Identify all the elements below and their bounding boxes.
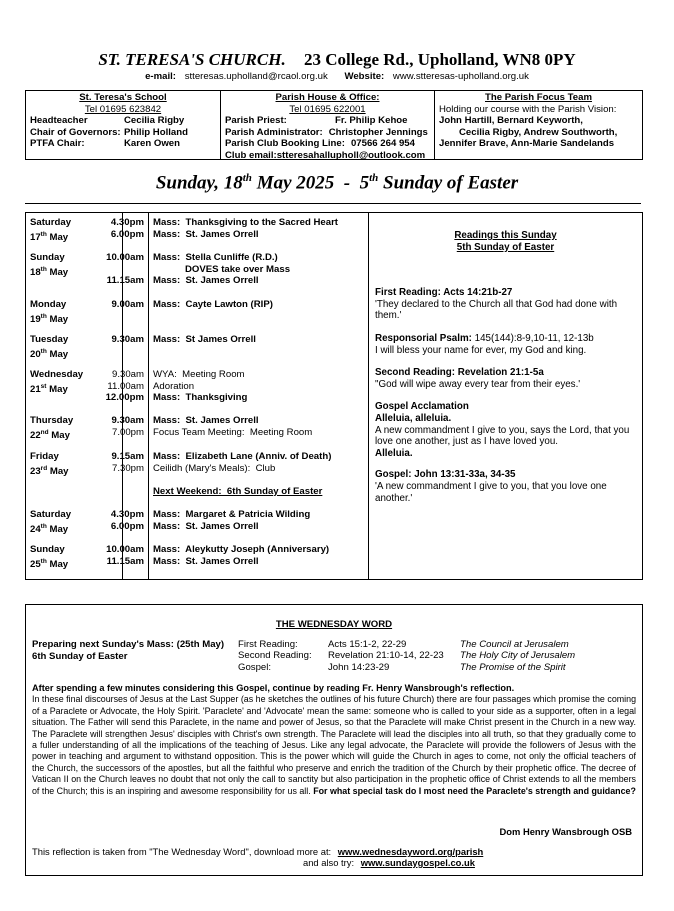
service-time: 9.30am [112,369,144,380]
service-description: Mass: Stella Cunliffe (R.D.) [153,252,278,263]
service-description: Mass: St. James Orrell [153,520,259,532]
reflection-question: For what special task do I most need the Paraclete's strength and guidance? [313,785,636,796]
service-description: Adoration [153,380,195,392]
row-key: Parish Administrator: [225,126,323,138]
service-time: 7.00pm [112,426,144,438]
row-value: Fr. Philip Kehoe [335,115,408,127]
preparing-line: 6th Sunday of Easter [32,650,128,662]
reflection [32,683,636,797]
service-description: Focus Team Meeting: Meeting Room [153,426,313,438]
row-key: Club email: [225,149,277,161]
parish-tel: Tel 01695 622001 [289,103,366,115]
ww-reading-refs [328,639,444,673]
second-reading-text: "God will wipe away every tear from their eyes.' [375,378,581,390]
service-time: 10.00am [106,544,144,555]
day-label: Saturday 17th May [30,217,72,243]
day-label: Saturday 24th May [30,509,72,535]
service-time: 11.15am [106,275,144,287]
reflection-intro: After spending a few minutes considering this Gospel, continue by reading Fr. Henry Wansbrough's reflection. [32,683,515,693]
row-value: Christopher Jennings [328,126,428,138]
service-description: Ceilidh (Mary's Meals): Club [153,462,276,474]
row-value[interactable]: stteresahallupholl@outlook.com [276,149,426,161]
focus-team-title: The Parish Focus Team [485,92,592,103]
service-description: Mass: Thanksgiving to the Sacred Heart [153,217,338,228]
day-label: Sunday 18th May [30,252,69,278]
service-description: Mass: Cayte Lawton (RIP) [153,299,273,310]
parish-column [220,91,434,159]
row-key: PTFA Chair: [30,138,85,150]
service-time: 12.00pm [105,392,144,404]
date-text: Sunday of Easter [378,172,519,194]
reflection-author: Dom Henry Wansbrough OSB [499,826,632,837]
day-label: Friday 23rd May [30,451,69,477]
email-address[interactable]: stteresas.upholland@rcaol.org.uk [184,71,328,82]
reading-theme: The Promise of the Spirit [460,661,566,673]
row-value: Karen Owen [124,138,180,150]
readings-heading: Readings this Sunday [454,230,557,241]
readings-panel [369,213,642,579]
readings-subheading: 5th Sunday of Easter [456,241,555,253]
service-description: Mass: St. James Orrell [153,228,259,240]
second-reading-title: Second Reading: Revelation 21:1-5a [375,367,544,379]
psalm-ref: 145(144):8-9,10-11, 12-13b [474,332,594,344]
reading-theme: The Council at Jerusalem [460,639,569,650]
reading-label: Gospel: [238,661,272,673]
psalm-title: Responsorial Psalm: [375,332,475,344]
source-text: This reflection is taken from "The Wednesday Word", download more at: [32,846,332,857]
service-description: Next Weekend: 6th Sunday of Easter [153,486,323,497]
sunday-gospel-link[interactable]: www.sundaygospel.co.uk [360,857,475,868]
email-label: e-mail: [145,71,177,82]
church-address: 23 College Rd., Upholland, WN8 0PY [303,50,576,69]
acclamation-text: A new commandment I give to you, says the Lord, that you love one another, just as I have loved you. [375,424,630,448]
service-description: Mass: St. James Orrell [153,415,259,426]
date-suffix: th [369,172,379,184]
date-suffix: th [242,172,252,184]
parish-row [225,138,430,150]
focus-team-names: John Hartill, Bernard Keyworth, [439,115,583,127]
row-value: Philip Holland [124,126,188,138]
gospel-acclamation-title: Gospel Acclamation [375,401,469,413]
school-title: St. Teresa's School [79,92,167,103]
alleluia: Alleluia, alleluia. [375,412,452,424]
ww-reading-themes [460,639,575,673]
service-description: Mass: St James Orrell [153,334,256,345]
school-tel: Tel 01695 623842 [84,103,162,115]
focus-team-names: Jennifer Brave, Ann-Marie Sandelands [439,138,615,150]
ww-reading-labels [238,639,312,673]
service-description: Mass: Margaret & Patricia Wilding [153,509,311,520]
parish-row [225,150,430,162]
schedule-table [25,212,643,580]
service-time: 11.00am [107,380,144,392]
school-row [30,127,216,139]
reading-ref: John 14:23-29 [328,661,390,673]
row-key: Parish Priest: [225,115,287,127]
reading-ref: Acts 15:1-2, 22-29 [328,639,407,650]
row-key: Headteacher [30,115,88,127]
wednesday-word-box [25,604,643,876]
focus-team-column [434,91,642,159]
focus-team-intro: Holding our course with the Parish Vision: [439,103,617,115]
wednesday-word-link[interactable]: www.wednesdayword.org/parish [337,846,484,857]
focus-team-names: Cecilia Rigby, Andrew Southworth, [459,126,618,138]
service-time: 9.30am [111,415,144,426]
first-reading-text: 'They declared to the Church all that God had done with them.' [375,298,618,322]
also-try-text: and also try: [303,857,355,868]
divider [25,203,641,204]
church-name: ST. TERESA'S CHURCH. [98,50,286,69]
service-description: WYA: Meeting Room [153,369,245,380]
row-value: Cecilia Rigby [124,115,185,127]
date-text: May 2025 - 5 [251,172,370,194]
school-row [30,115,216,127]
info-box [25,90,643,160]
school-column [26,91,220,159]
first-reading-title: First Reading: Acts 14:21b-27 [375,287,513,299]
reading-ref: Revelation 21:10-14, 22-23 [328,650,444,662]
day-label: Tuesday 20th May [30,334,69,360]
date-heading [0,172,674,194]
service-description: Mass: St. James Orrell [153,555,259,567]
website-url[interactable]: www.stteresas-upholland.org.uk [392,71,529,82]
day-label: Monday 19th May [30,299,69,325]
also-try-line [303,857,475,868]
service-time: 10.00am [106,252,144,263]
school-row [30,138,216,150]
day-label: Thursday 22nd May [30,415,74,441]
preparing-line: Preparing next Sunday's Mass: (25th May) [32,639,225,650]
service-description: Mass: Aleykutty Joseph (Anniversary) [153,544,330,555]
reflection-body: In these final discourses of Jesus at the Last Supper (as he sketches the outlines of his future Church) there are four passages which promise the coming of a Paraclete or Advocate, the Holy Spirit. 'Paraclete' and 'Advocate' mean the same: someone who is called to your side as a supporter, often in a legal situation. The Father will send this Paraclete, in the name and power of Jesus, so that the Paraclete will make Christ present in the Church in a new way. The Paraclete will strengthen Jesus' disciples with Christ's own strength. The Paraclete will lead the disciples into all truth, so that they gradually come to a fuller understanding of all the implications of the teaching of Jesus. Like any legal advocate, the Paraclete will provide the followers of Jesus with the power in teaching and argument to withstand opposition. This is the power which will guide the Church in ages to come, not only the official teachers of the Church, the successors of the apostles, but all the faithful who preserve and enrich the tradition of the Church by their prophetic office. The decree of Vatican II on the Church leaves no doubt that not only the call to sanctity but also participation in the prophetic office of Christ extends to all the members of the Church; this is an inspiring and awesome responsibility for us all. [32,694,636,796]
wednesday-word-title: THE WEDNESDAY WORD [275,619,393,630]
service-time: 7.30pm [112,462,144,474]
alleluia: Alleluia. [375,447,413,459]
service-time: 6.00pm [110,228,144,240]
service-description: Mass: St. James Orrell [153,275,259,287]
day-label: Sunday 25th May [30,544,69,570]
service-time: 11.15am [106,555,144,567]
website-label: Website: [344,71,385,82]
reading-theme: The Holy City of Jerusalem [460,650,576,662]
service-time: 6.00pm [110,520,144,532]
service-time: 9.30am [111,334,144,345]
contact-line [0,71,674,82]
psalm-text: I will bless your name for ever, my God and king. [375,344,587,356]
service-time: 9.15am [111,451,144,462]
row-key: Parish Club Booking Line: [225,138,345,150]
service-description: Mass: Elizabeth Lane (Anniv. of Death) [153,451,332,462]
church-header [0,50,674,70]
service-time: 9.00am [111,299,144,310]
service-description: Mass: Thanksgiving [153,392,248,404]
day-label: Wednesday 21st May [30,369,84,395]
parish-row [225,127,430,139]
gospel-title: Gospel: John 13:31-33a, 34-35 [375,469,516,481]
parish-title: Parish House & Office: [275,92,380,103]
source-line [32,846,483,857]
service-time: 4.30pm [110,509,144,520]
preparing-heading [32,639,224,662]
gospel-text: 'A new commandment I give to you, that you love one another.' [375,480,607,504]
reading-label: Second Reading: [238,650,312,662]
column-divider [148,213,149,579]
date-text: Sunday, 18 [155,172,243,194]
row-value: 07566 264 954 [350,138,415,150]
reading-label: First Reading: [238,639,298,650]
service-description: DOVES take over Mass [153,263,291,275]
parish-row [225,115,430,127]
service-time: 4.30pm [110,217,144,228]
row-key: Chair of Governors: [30,126,121,138]
